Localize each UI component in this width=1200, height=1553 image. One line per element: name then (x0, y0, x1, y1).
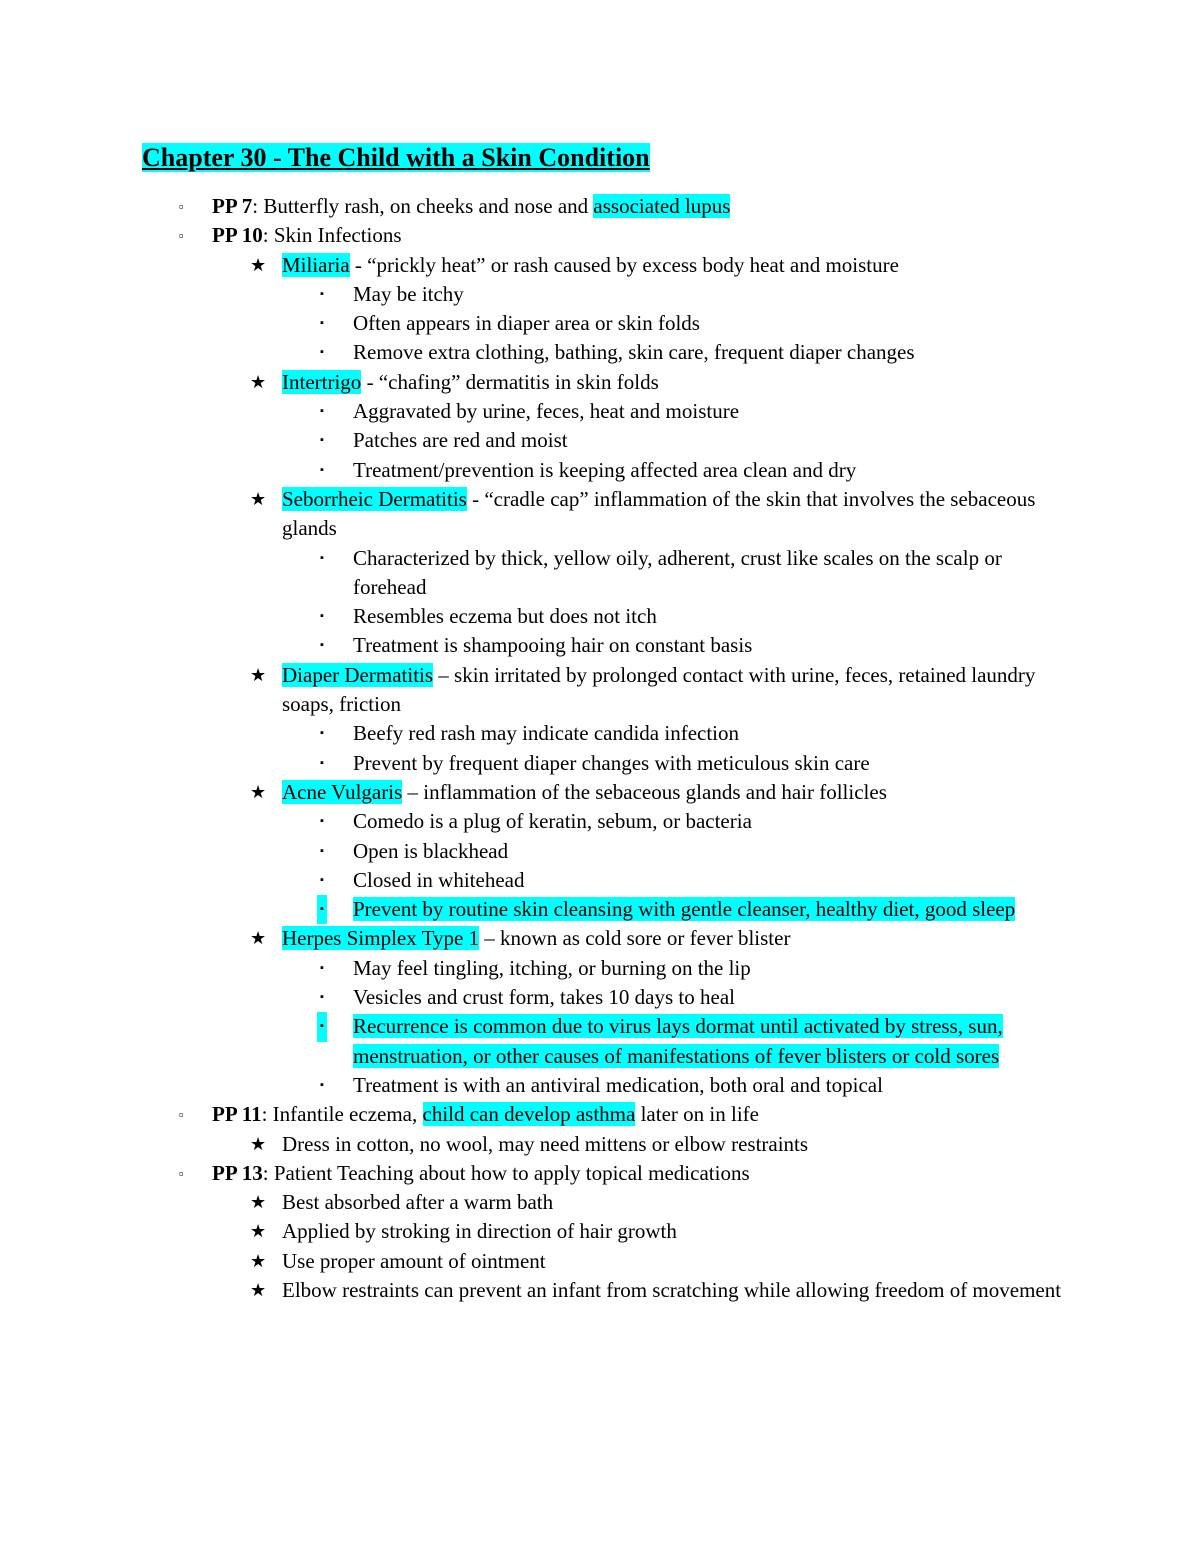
list-item (0, 221, 1062, 250)
item-text (353, 837, 1063, 866)
item-highlight: child can develop asthma (422, 1102, 636, 1127)
item-text (353, 338, 1063, 367)
item-text (353, 426, 1063, 455)
list-item (0, 309, 1063, 338)
item-body-after: – known as cold sore or fever blister (479, 926, 791, 951)
item-body: Remove extra clothing, bathing, skin care, frequent diaper changes (353, 340, 915, 365)
list-item (0, 1276, 1062, 1305)
star-bullet-icon: ★ (250, 664, 267, 685)
item-text (353, 309, 1063, 338)
item-text (353, 544, 1063, 603)
square-bullet-icon: ▫ (179, 228, 184, 244)
item-highlight: Acne Vulgaris (282, 779, 403, 804)
item-text (353, 807, 1063, 836)
item-body: Characterized by thick, yellow oily, adherent, crust like scales on the scalp or forehead (353, 545, 1002, 599)
item-text (353, 280, 1063, 309)
item-body: Often appears in diaper area or skin folds (353, 311, 700, 336)
item-body: Aggravated by urine, feces, heat and moisture (353, 399, 740, 424)
item-body: Closed in whitehead (353, 867, 525, 892)
filled-square-bullet-icon: ▪ (320, 287, 324, 300)
item-label: PP 11 (212, 1102, 262, 1127)
list-item (0, 426, 1063, 455)
item-label: PP 13 (212, 1160, 263, 1185)
item-body-after: - “cradle cap” inflammation of the skin that involves the sebaceous glands (282, 486, 1036, 541)
star-bullet-icon: ★ (250, 928, 267, 949)
list-item (0, 983, 1063, 1012)
item-body: Applied by stroking in direction of hair growth (282, 1219, 677, 1244)
list-item (0, 280, 1063, 309)
item-body: Treatment/prevention is keeping affected area clean and dry (353, 457, 857, 482)
title-highlight: Chapter 30 - The Child with a Skin Condition (142, 143, 650, 172)
item-text (282, 661, 1062, 720)
item-body: Elbow restraints can prevent an infant from scratching while allowing freedom of movement (282, 1277, 1062, 1302)
list-item (0, 485, 1062, 544)
star-bullet-icon: ★ (250, 488, 267, 509)
list-item (0, 895, 1063, 924)
filled-square-bullet-icon: ▪ (320, 991, 324, 1004)
item-highlight: associated lupus (593, 194, 731, 218)
item-body: Treatment is with an antiviral medication, both oral and topical (353, 1072, 883, 1097)
list-item (0, 397, 1063, 426)
item-text (353, 719, 1063, 748)
item-body-after: later on in life (635, 1102, 759, 1127)
filled-square-bullet-icon: ▪ (320, 405, 324, 418)
list-item (0, 661, 1062, 720)
item-text (353, 456, 1063, 485)
item-text (353, 631, 1063, 660)
item-text (212, 1159, 1062, 1188)
item-text (353, 866, 1063, 895)
item-body-after: - “prickly heat” or rash caused by excess body heat and moisture (349, 252, 899, 277)
list-item (0, 1217, 1062, 1246)
item-highlight: Intertrigo (282, 369, 362, 394)
item-text (282, 1276, 1062, 1305)
item-body: Treatment is shampooing hair on constant basis (353, 633, 753, 658)
filled-square-bullet-icon: ▪ (320, 610, 324, 623)
filled-square-bullet-icon: ▪ (320, 317, 324, 330)
outline-list (0, 192, 1200, 1305)
list-item (0, 602, 1063, 631)
list-item (0, 1071, 1063, 1100)
filled-square-bullet-icon: ▪ (320, 1078, 324, 1091)
item-body-after: – inflammation of the sebaceous glands and hair follicles (402, 779, 887, 804)
square-bullet-icon: ▫ (179, 1107, 184, 1123)
square-bullet-icon: ▫ (179, 199, 184, 214)
item-body: Comedo is a plug of keratin, sebum, or bacteria (353, 809, 752, 834)
item-text (353, 954, 1063, 983)
list-item (0, 749, 1063, 778)
list-item (0, 778, 1062, 807)
item-text (282, 485, 1062, 544)
square-bullet-icon: ▫ (179, 1165, 184, 1181)
filled-square-bullet-icon: ▪ (317, 1012, 327, 1041)
list-item (0, 866, 1063, 895)
list-item (0, 807, 1063, 836)
item-text (353, 983, 1063, 1012)
item-text (353, 1012, 1063, 1071)
list-item (0, 1159, 1062, 1188)
item-highlight: Recurrence is common due to virus lays dormat until activated by stress, sun, menstruation, or other causes of manifestations of fever blisters or cold sores (353, 1014, 1003, 1068)
item-body: Vesicles and crust form, takes 10 days to heal (353, 985, 735, 1010)
item-body: : Butterfly rash, on cheeks and nose and (252, 194, 594, 218)
star-bullet-icon: ★ (250, 781, 267, 802)
list-item (0, 544, 1063, 603)
filled-square-bullet-icon: ▪ (320, 639, 324, 652)
item-text (282, 1247, 1062, 1276)
list-item (0, 368, 1062, 397)
item-highlight: Herpes Simplex Type 1 (282, 926, 480, 951)
list-item (0, 456, 1063, 485)
item-text (282, 924, 1062, 953)
filled-square-bullet-icon: ▪ (317, 895, 327, 924)
list-item (0, 719, 1063, 748)
item-body: : Skin Infections (262, 223, 402, 248)
item-body-after: - “chafing” dermatitis in skin folds (361, 369, 659, 394)
list-item (0, 1130, 1062, 1159)
item-label: PP 10 (212, 223, 263, 248)
item-text (282, 1188, 1062, 1217)
item-text (353, 1071, 1063, 1100)
item-body: : Infantile eczema, (261, 1102, 423, 1127)
filled-square-bullet-icon: ▪ (320, 551, 324, 564)
item-highlight: Miliaria (282, 252, 350, 277)
star-bullet-icon: ★ (250, 1279, 267, 1300)
item-body-after: – skin irritated by prolonged contact with urine, feces, retained laundry soaps, friction (282, 662, 1036, 717)
item-text (353, 895, 1063, 924)
filled-square-bullet-icon: ▪ (320, 961, 324, 974)
item-text (282, 1130, 1062, 1159)
list-item (0, 837, 1063, 866)
filled-square-bullet-icon: ▪ (320, 815, 324, 828)
filled-square-bullet-icon: ▪ (320, 873, 324, 886)
star-bullet-icon: ★ (250, 1192, 267, 1213)
item-body: May feel tingling, itching, or burning on the lip (353, 955, 751, 980)
item-highlight: Seborrheic Dermatitis (282, 486, 467, 511)
filled-square-bullet-icon: ▪ (320, 463, 324, 476)
list-item (0, 338, 1063, 367)
item-highlight: Prevent by routine skin cleansing with gentle cleanser, healthy diet, good sleep (353, 897, 1016, 922)
filled-square-bullet-icon: ▪ (320, 346, 324, 359)
item-text (212, 221, 1062, 250)
item-text (282, 1217, 1062, 1246)
list-item (0, 251, 1062, 280)
item-body: Best absorbed after a warm bath (282, 1190, 554, 1215)
list-item (0, 631, 1063, 660)
star-bullet-icon: ★ (250, 1250, 267, 1271)
filled-square-bullet-icon: ▪ (320, 434, 324, 447)
list-item (0, 1247, 1062, 1276)
item-text (353, 602, 1063, 631)
item-body: Resembles eczema but does not itch (353, 604, 657, 629)
item-text (353, 397, 1063, 426)
item-text (212, 1100, 1062, 1129)
list-item (0, 954, 1063, 983)
item-body: May be itchy (353, 281, 464, 306)
item-text (353, 749, 1063, 778)
item-body: Dress in cotton, no wool, may need mittens or elbow restraints (282, 1131, 809, 1156)
item-label: PP 7 (212, 194, 253, 218)
list-item (0, 192, 1062, 221)
filled-square-bullet-icon: ▪ (320, 727, 324, 740)
list-item (0, 1188, 1062, 1217)
list-item (0, 1012, 1063, 1071)
document-title (142, 141, 650, 175)
star-bullet-icon: ★ (250, 1133, 267, 1154)
filled-square-bullet-icon: ▪ (320, 756, 324, 769)
star-bullet-icon: ★ (250, 1221, 267, 1242)
star-bullet-icon: ★ (250, 371, 267, 392)
item-highlight: Diaper Dermatitis (282, 662, 434, 687)
item-body: Prevent by frequent diaper changes with meticulous skin care (353, 750, 870, 775)
filled-square-bullet-icon: ▪ (320, 844, 324, 857)
list-item (0, 1100, 1062, 1129)
item-text (212, 192, 1062, 221)
item-body: Use proper amount of ointment (282, 1248, 546, 1273)
item-body: Beefy red rash may indicate candida infection (353, 721, 739, 746)
item-body: Patches are red and moist (353, 428, 568, 453)
item-text (282, 778, 1062, 807)
item-body: Open is blackhead (353, 838, 509, 863)
item-text (282, 368, 1062, 397)
list-item (0, 924, 1062, 953)
item-text (282, 251, 1062, 280)
item-body: : Patient Teaching about how to apply topical medications (262, 1160, 750, 1185)
star-bullet-icon: ★ (250, 254, 267, 275)
